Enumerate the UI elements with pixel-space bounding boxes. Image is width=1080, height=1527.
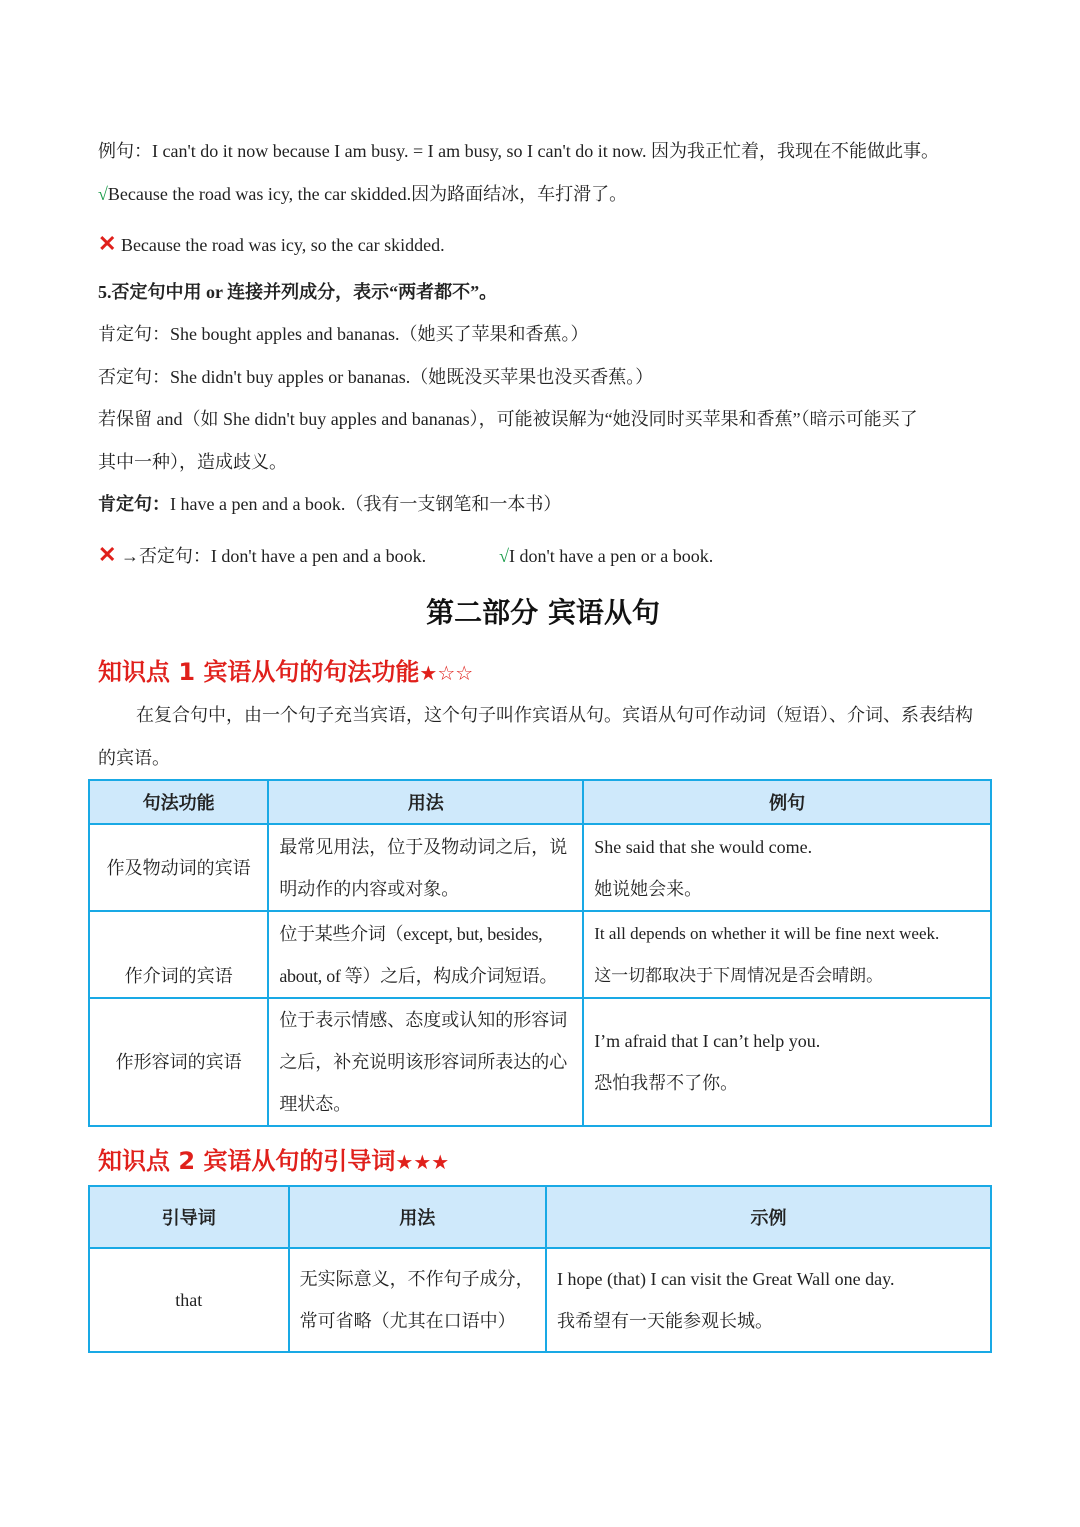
- syntax-function-table: [88, 779, 992, 1127]
- usage-cell: 无实际意义，不作句子成分，常可省略（尤其在口语中）: [289, 1248, 546, 1352]
- negative-sentence: 否定句：She didn't buy apples or bananas.（她既没买苹果也没买香蕉。）: [98, 367, 654, 387]
- knowledge-point-1-title: [98, 652, 473, 687]
- section-title: 第二部分 宾语从句: [426, 596, 660, 629]
- example-cell: [546, 1248, 991, 1352]
- example-chinese: 这一切都取决于下周情况是否会晴朗。: [594, 965, 884, 985]
- intro-paragraph: 在复合句中，由一个句子充当宾语，这个句子叫作宾语从句。宾语从句可作动词（短语）、介词、系表结构的宾语。: [98, 705, 973, 768]
- table-header-row: [89, 1186, 991, 1248]
- header-example: 例句: [583, 780, 991, 824]
- header-usage: 用法: [289, 1186, 546, 1248]
- example-chinese: 恐怕我帮不了你。: [594, 1073, 739, 1093]
- example-because: 例句：I can't do it now because I am busy. = I am busy, so I can't do it now. 因为我正忙着，我现在不能做此事。: [98, 141, 940, 161]
- cross-icon: ✕: [98, 231, 117, 256]
- ambiguity-note-line1: 若保留 and（如 She didn't buy apples and bananas），可能被误解为“她没同时买苹果和香蕉”（暗示可能买了: [98, 409, 918, 429]
- ambiguity-note-line2: 其中一种），造成歧义。: [98, 452, 287, 472]
- affirmative-example: [98, 492, 561, 516]
- knowledge-point-2-title: [98, 1141, 449, 1176]
- affirmative-label: 肯定句：: [98, 494, 170, 514]
- wrong-example-text: Because the road was icy, so the car skidded.: [116, 235, 445, 255]
- example-english: I’m afraid that I can’t help you.: [594, 1031, 821, 1051]
- affirmative-example-text: I have a pen and a book.（我有一支钢笔和一本书）: [170, 494, 562, 514]
- example-english: It all depends on whether it will be fine next week.: [594, 923, 940, 943]
- function-cell: 作及物动词的宾语: [89, 824, 268, 911]
- introducer-table: [88, 1185, 992, 1353]
- check-icon: √: [499, 546, 510, 566]
- example-chinese: 我希望有一天能参观长城。: [557, 1311, 774, 1331]
- kp1-title-text: 知识点 1 宾语从句的句法功能: [98, 658, 420, 686]
- affirmative-sentence: 肯定句：She bought apples and bananas.（她买了苹果和香蕉。）: [98, 324, 589, 344]
- word-cell: that: [89, 1248, 289, 1352]
- usage-cell: 位于某些介词（except, but, besides, about, of 等）之后，构成介词短语。: [268, 911, 583, 998]
- star-rating: ★☆☆: [419, 661, 474, 685]
- cross-icon: ✕: [98, 542, 117, 567]
- example-english: I hope (that) I can visit the Great Wall one day.: [557, 1269, 895, 1289]
- right-negation-text: I don't have a pen or a book.: [509, 546, 714, 566]
- function-cell: 作形容词的宾语: [89, 998, 268, 1126]
- example-english: She said that she would come.: [594, 836, 813, 857]
- kp2-title-text: 知识点 2 宾语从句的引导词: [98, 1147, 396, 1175]
- correct-example: [98, 182, 627, 206]
- check-icon: √: [98, 184, 108, 204]
- star-rating: ★★★: [395, 1150, 450, 1174]
- table-row: [89, 824, 991, 911]
- header-usage: 用法: [268, 780, 583, 824]
- wrong-example: [98, 232, 445, 257]
- example-cell: [583, 998, 991, 1126]
- example-cell: [583, 824, 991, 911]
- usage-cell: 最常见用法，位于及物动词之后，说明动作的内容或对象。: [268, 824, 583, 911]
- header-function: 句法功能: [89, 780, 268, 824]
- table-row: [89, 911, 991, 998]
- rule-5-heading: 5.否定句中用 or 连接并列成分，表示“两者都不”。: [98, 282, 498, 302]
- header-word: 引导词: [89, 1186, 289, 1248]
- example-cell: [583, 911, 991, 998]
- table-header-row: [89, 780, 991, 824]
- example-chinese: 她说她会来。: [594, 878, 703, 899]
- function-cell: 作介词的宾语: [89, 911, 268, 998]
- table-row: [89, 1248, 991, 1352]
- usage-cell: 位于表示情感、态度或认知的形容词之后，补充说明该形容词所表达的心理状态。: [268, 998, 583, 1126]
- table-row: [89, 998, 991, 1126]
- header-example: 示例: [546, 1186, 991, 1248]
- negation-comparison: [98, 543, 713, 568]
- correct-example-text: Because the road was icy, the car skidded.因为路面结冰，车打滑了。: [107, 184, 628, 204]
- wrong-negation-text: →否定句：I don't have a pen and a book.: [116, 546, 427, 566]
